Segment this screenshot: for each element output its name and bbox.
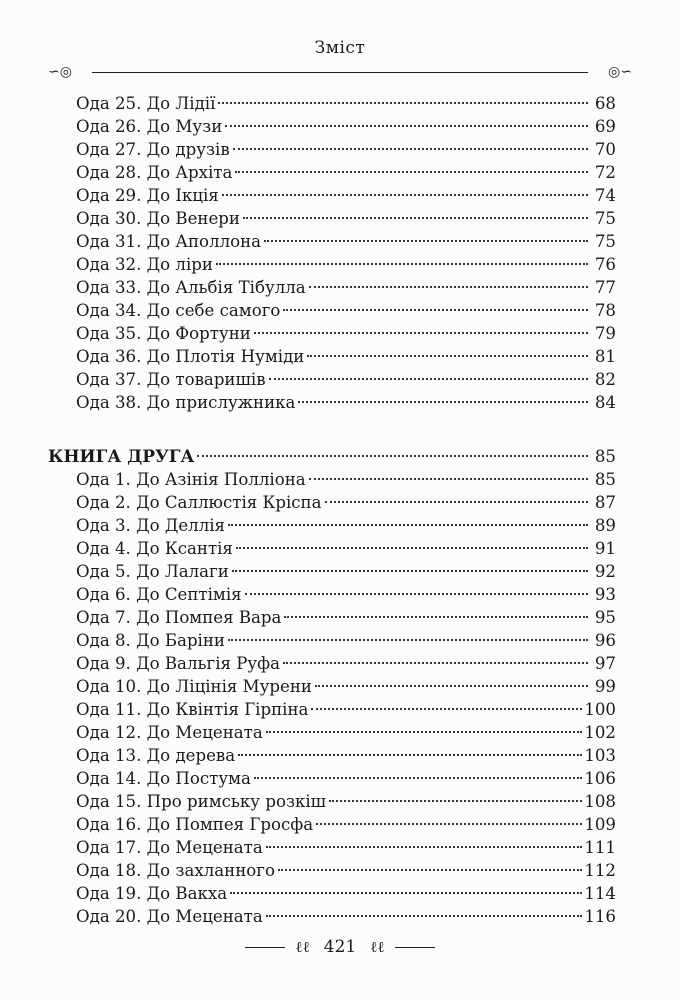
toc-page-number: 116	[584, 907, 616, 926]
toc-page-number: 103	[584, 746, 616, 765]
toc-entry-title: Ода 32. До ліри	[76, 255, 213, 274]
toc-dot-leader	[235, 170, 588, 173]
toc-page-number: 87	[594, 493, 616, 512]
toc-entry	[48, 537, 616, 560]
toc-dot-leader	[254, 776, 582, 779]
toc-page-number: 114	[584, 884, 616, 903]
toc-dot-leader	[264, 239, 588, 242]
toc-dot-leader	[316, 822, 582, 825]
toc-entry	[48, 391, 616, 414]
toc-dot-leader	[230, 891, 582, 894]
toc-dot-leader	[218, 101, 588, 104]
toc-page-number: 92	[594, 562, 616, 581]
toc-dot-leader	[233, 147, 588, 150]
toc-entry	[48, 207, 616, 230]
toc-entry	[48, 230, 616, 253]
toc-page-number: 84	[594, 393, 616, 412]
toc-entry	[48, 322, 616, 345]
toc-dot-leader	[269, 377, 588, 380]
toc-entry-title: Ода 20. До Мецената	[76, 907, 263, 926]
toc-page-number: 108	[584, 792, 616, 811]
toc-entry-title: Ода 34. До себе самого	[76, 301, 281, 320]
toc-entry-title: Ода 38. До прислужника	[76, 393, 296, 412]
toc-page-number: 79	[594, 324, 616, 343]
toc-dot-leader	[225, 124, 588, 127]
toc-dot-leader	[236, 546, 588, 549]
toc-entry	[48, 606, 616, 629]
toc-dot-leader	[325, 500, 588, 503]
toc-page-number: 68	[594, 94, 616, 113]
toc-entry	[48, 629, 616, 652]
toc-entry-title: Ода 2. До Саллюстія Кріспа	[76, 493, 322, 512]
footer-right-rule	[395, 947, 435, 948]
toc-entry-title: Ода 13. До дерева	[76, 746, 236, 765]
toc-dot-leader	[298, 400, 588, 403]
toc-page-number: 89	[594, 516, 616, 535]
toc-page-number: 72	[594, 163, 616, 182]
toc-page-number: 99	[594, 677, 616, 696]
toc-entry-title: Ода 28. До Архіта	[76, 163, 233, 182]
toc-entry-title: Ода 17. До Мецената	[76, 838, 263, 857]
toc-page-number: 70	[594, 140, 616, 159]
toc-entry-title: Ода 12. До Мецената	[76, 723, 263, 742]
toc-entry	[48, 698, 616, 721]
page-number: 421	[323, 937, 357, 957]
toc-page-number: 97	[594, 654, 616, 673]
toc-entry-title: Ода 11. До Квінтія Гірпіна	[76, 700, 309, 719]
toc-entry	[48, 161, 616, 184]
toc-entry-title: Ода 29. До Ікція	[76, 186, 219, 205]
toc-dot-leader	[283, 308, 588, 311]
toc-entry	[48, 253, 616, 276]
toc-entry-title: Ода 9. До Вальгія Руфа	[76, 654, 281, 673]
toc-dot-leader	[228, 523, 588, 526]
running-header	[48, 38, 632, 80]
toc-dot-leader	[216, 262, 588, 265]
toc-dot-leader	[283, 661, 588, 664]
toc-entry	[48, 299, 616, 322]
toc-entry	[48, 859, 616, 882]
toc-page-number: 81	[594, 347, 616, 366]
toc-entry	[48, 345, 616, 368]
toc-entry-title: Ода 7. До Помпея Вара	[76, 608, 282, 627]
toc-entry	[48, 468, 616, 491]
toc-dot-leader	[266, 730, 583, 733]
toc-page-number: 78	[594, 301, 616, 320]
toc-entry-title: Ода 35. До Фортуни	[76, 324, 251, 343]
toc-entry	[48, 721, 616, 744]
toc-entry	[48, 115, 616, 138]
toc-page-number: 109	[584, 815, 616, 834]
toc-dot-leader	[315, 684, 588, 687]
toc-page-number: 96	[594, 631, 616, 650]
toc-entry	[48, 767, 616, 790]
toc-page-number: 95	[594, 608, 616, 627]
toc-entry-title: Ода 3. До Деллія	[76, 516, 226, 535]
toc-entry	[48, 813, 616, 836]
toc-entry	[48, 836, 616, 859]
toc-dot-leader	[254, 331, 588, 334]
toc-page-number: 111	[584, 838, 616, 857]
header-divider	[92, 72, 588, 73]
toc-entry	[48, 583, 616, 606]
toc-entry	[48, 744, 616, 767]
toc-entry	[48, 675, 616, 698]
toc-entry-title: Ода 19. До Вакха	[76, 884, 228, 903]
toc-dot-leader	[307, 354, 588, 357]
toc-dot-leader	[266, 845, 583, 848]
toc-entry	[48, 905, 616, 928]
toc-dot-leader	[243, 216, 588, 219]
toc-dot-leader	[329, 799, 582, 802]
toc-entry-title: Ода 31. До Аполлона	[76, 232, 262, 251]
toc-entry-title: Ода 8. До Баріни	[76, 631, 225, 650]
toc-entry-title: Ода 26. До Музи	[76, 117, 223, 136]
toc-page-number: 106	[584, 769, 616, 788]
toc-page-number: 85	[594, 470, 616, 489]
toc-dot-leader	[266, 914, 583, 917]
toc-page-number: 91	[594, 539, 616, 558]
toc-page-number: 102	[584, 723, 616, 742]
toc-page-number: 82	[594, 370, 616, 389]
toc-page-number: 69	[594, 117, 616, 136]
toc-entry	[48, 92, 616, 115]
toc-entry	[48, 184, 616, 207]
footer-left-swirl-icon: ℓℓ	[295, 937, 310, 956]
toc-entry-title: Ода 15. Про римську розкіш	[76, 792, 327, 811]
toc-entry-title: Ода 10. До Ліцінія Мурени	[76, 677, 312, 696]
toc-entry	[48, 560, 616, 583]
toc-entry	[48, 882, 616, 905]
toc-book-heading	[48, 445, 616, 468]
toc-dot-leader	[309, 285, 588, 288]
toc-page-number: 75	[594, 232, 616, 251]
toc-entry-title: Ода 4. До Ксантія	[76, 539, 233, 558]
toc-dot-leader	[238, 753, 582, 756]
footer-left-rule	[245, 947, 285, 948]
toc-entry	[48, 514, 616, 537]
toc-entry-title: Ода 6. До Септімія	[76, 585, 242, 604]
toc-page-number: 77	[594, 278, 616, 297]
toc-entry	[48, 138, 616, 161]
toc-page-number: 112	[584, 861, 616, 880]
toc-page-number: 93	[594, 585, 616, 604]
toc-dot-leader	[228, 638, 588, 641]
header-title: Зміст	[314, 38, 366, 58]
page-footer	[0, 937, 680, 957]
toc-dot-leader	[222, 193, 588, 196]
toc-entry-title: Ода 30. До Венери	[76, 209, 240, 228]
toc-entry-title: Ода 5. До Лалаги	[76, 562, 229, 581]
toc-dot-leader	[309, 477, 588, 480]
footer-right-swirl-icon: ℓℓ	[370, 937, 385, 956]
toc-entry-title: Ода 25. До Лідії	[76, 94, 216, 113]
toc-page-number: 75	[594, 209, 616, 228]
toc-dot-leader	[284, 615, 588, 618]
toc-entry	[48, 652, 616, 675]
toc-entry	[48, 491, 616, 514]
toc-entry-title: Ода 14. До Постума	[76, 769, 251, 788]
toc-entry-title: Ода 1. До Азінія Полліона	[76, 470, 306, 489]
toc-dot-leader	[311, 707, 582, 710]
toc-page-number: 76	[594, 255, 616, 274]
toc-dot-leader	[232, 569, 588, 572]
toc-entry-title: Ода 16. До Помпея Гросфа	[76, 815, 314, 834]
toc-dot-leader	[197, 454, 588, 457]
toc-section-book-one-continued	[48, 92, 616, 414]
toc-page-number: 100	[584, 700, 616, 719]
header-rule	[48, 65, 632, 79]
toc-entry-title: Ода 18. До захланного	[76, 861, 275, 880]
toc-page-number: 85	[594, 447, 616, 466]
toc-page-number: 74	[594, 186, 616, 205]
toc-dot-leader	[278, 868, 582, 871]
right-swirl-ornament-icon: ◎∽	[608, 64, 632, 80]
toc-entry-title: Ода 36. До Плотія Нуміди	[76, 347, 305, 366]
toc-entry	[48, 368, 616, 391]
toc-section-book-two	[48, 445, 616, 928]
toc-entry-title: Ода 33. До Альбія Тібулла	[76, 278, 306, 297]
toc-entry	[48, 790, 616, 813]
toc-entry	[48, 276, 616, 299]
toc-entry-title: Ода 27. До друзів	[76, 140, 230, 159]
left-swirl-ornament-icon: ∽◎	[48, 64, 72, 80]
toc-entry-title: Ода 37. До товаришів	[76, 370, 266, 389]
toc-dot-leader	[245, 592, 588, 595]
toc-book-heading-title: КНИГА ДРУГА	[48, 447, 195, 467]
